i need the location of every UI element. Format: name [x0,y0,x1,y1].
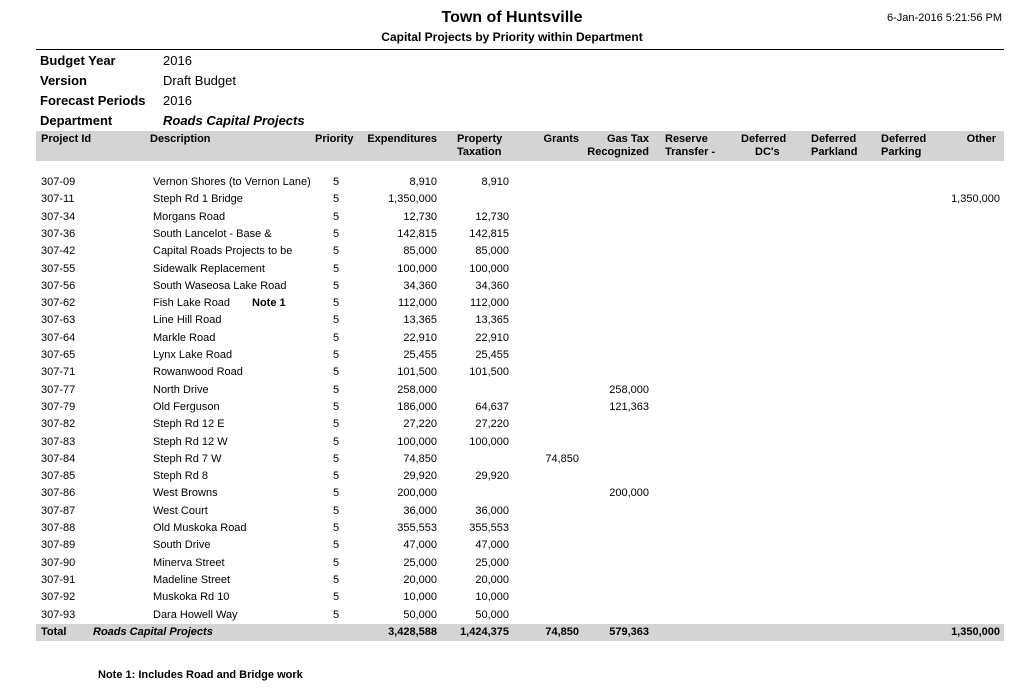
expenditures-cell: 47,000 [403,539,437,552]
project-id-cell: 307-89 [41,539,76,552]
expenditures-cell: 50,000 [403,608,437,621]
col-deferred-dcs-line1: Deferred [741,133,787,145]
description-cell: Old Muskoka Road [153,522,247,534]
description-cell: Morgans Road [153,210,226,223]
project-id-cell: 307-88 [41,522,76,534]
project-id-cell: 307-65 [41,349,76,361]
col-priority: Priority [315,133,354,145]
table-row [36,312,1004,329]
table-row [36,520,1004,537]
description-cell: Rowanwood Road [153,366,243,379]
expenditures-cell: 1,350,000 [388,193,437,206]
expenditures-cell: 13,365 [403,314,437,327]
col-gas-tax-line2: Recognized [587,146,649,158]
description-cell: Minerva Street [153,556,225,569]
table-row [36,468,1004,485]
property-taxation-cell: 25,000 [475,556,509,569]
project-id-cell: 307-11 [41,193,75,206]
total-gas-tax: 579,363 [609,626,649,638]
description-cell: Lynx Lake Road [153,349,233,361]
col-property-taxation-line2: Taxation [457,146,502,158]
project-id-cell: 307-82 [41,418,76,431]
expenditures-cell: 100,000 [397,435,437,448]
budget-year-value: 2016 [163,53,192,68]
col-deferred-dcs-line2: DC's [755,146,780,158]
project-id-cell: 307-93 [41,608,76,621]
expenditures-cell: 29,920 [403,470,437,483]
property-taxation-cell: 142,815 [469,227,509,240]
description-cell: Steph Rd 12 E [153,418,225,431]
col-deferred-parking-line1: Deferred [881,133,927,145]
priority-cell: 5 [333,608,340,621]
property-taxation-cell: 12,730 [475,210,509,223]
description-cell: South Lancelot - Base & [153,227,272,240]
priority-cell: 5 [333,366,340,379]
expenditures-cell: 74,850 [403,452,437,465]
table-row [36,278,1004,295]
col-reserve-transfer [665,133,715,159]
expenditures-cell: 25,455 [403,349,437,361]
expenditures-cell: 34,360 [403,279,437,292]
description-cell: North Drive [153,383,209,396]
project-id-cell: 307-42 [41,245,76,258]
table-row [36,382,1004,399]
table-row [36,537,1004,554]
report-title: Town of Huntsville [441,9,583,26]
project-id-cell: 307-56 [41,279,76,292]
property-taxation-cell: 8,910 [481,176,509,188]
total-other: 1,350,000 [951,626,1000,638]
property-taxation-cell: 85,000 [475,245,509,258]
table-row [36,589,1004,606]
header-divider [36,49,1004,50]
project-id-cell: 307-62 [41,297,76,310]
total-description: Roads Capital Projects [93,626,213,638]
description-cell: Steph Rd 8 [153,470,209,483]
property-taxation-cell: 13,365 [475,314,509,327]
expenditures-cell: 258,000 [397,383,437,396]
table-row [36,399,1004,416]
gas-tax-cell: 200,000 [609,487,649,500]
table-row [36,416,1004,433]
col-reserve-line1: Reserve [665,133,708,145]
version-value: Draft Budget [163,73,236,88]
table-row [36,364,1004,381]
total-label: Total [41,626,67,638]
total-row [36,624,1004,641]
property-taxation-cell: 100,000 [469,262,509,275]
total-expenditures: 3,428,588 [388,626,437,638]
project-id-cell: 307-85 [41,470,76,483]
description-cell: Sidewalk Replacement [153,262,265,275]
project-id-cell: 307-83 [41,435,76,448]
description-cell: South Drive [153,539,211,552]
property-taxation-cell: 34,360 [475,279,509,292]
project-id-cell: 307-63 [41,314,76,327]
table-row [36,572,1004,589]
priority-cell: 5 [333,297,340,310]
table-row [36,174,1004,191]
col-deferred-parkland-line2: Parkland [811,146,858,158]
description-cell: Markle Road [153,331,216,344]
col-deferred-parking [881,133,926,159]
expenditures-cell: 20,000 [403,573,437,586]
priority-cell: 5 [333,470,340,483]
priority-cell: 5 [333,435,340,448]
priority-cell: 5 [333,331,340,344]
property-taxation-cell: 112,000 [470,297,509,310]
priority-cell: 5 [333,591,340,604]
col-expenditures: Expenditures [367,133,437,145]
property-taxation-cell: 100,000 [469,435,509,448]
priority-cell: 5 [333,227,340,240]
project-id-cell: 307-36 [41,227,76,240]
description-cell: Old Ferguson [153,400,220,413]
project-id-cell: 307-91 [41,573,76,586]
property-taxation-cell: 29,920 [475,470,509,483]
description-cell: Steph Rd 1 Bridge [153,193,243,206]
priority-cell: 5 [333,176,340,188]
forecast-periods-value: 2016 [163,93,192,108]
col-deferred-parkland [811,133,857,159]
property-taxation-cell: 355,553 [469,522,509,534]
priority-cell: 5 [333,349,340,361]
project-id-cell: 307-34 [41,210,76,223]
table-row [36,503,1004,520]
expenditures-cell: 10,000 [403,591,437,604]
description-cell: Dara Howell Way [153,608,238,621]
priority-cell: 5 [333,539,340,552]
table-row [36,261,1004,278]
description-cell: Steph Rd 12 W [153,435,228,448]
report-timestamp: 6-Jan-2016 5:21:56 PM [887,12,1002,24]
priority-cell: 5 [333,193,340,206]
property-taxation-cell: 64,637 [475,400,509,413]
col-grants: Grants [543,133,579,145]
table-row [36,191,1004,208]
gas-tax-cell: 121,363 [609,400,649,413]
table-row [36,243,1004,260]
project-id-cell: 307-86 [41,487,76,500]
expenditures-cell: 36,000 [403,504,437,517]
grants-cell: 74,850 [545,452,579,465]
total-grants: 74,850 [545,626,579,638]
description-cell: Line Hill Road [153,314,222,327]
description-cell: Muskoka Rd 10 [153,591,230,604]
description-cell: Capital Roads Projects to be [153,245,293,258]
priority-cell: 5 [333,573,340,586]
project-id-cell: 307-55 [41,262,76,275]
description-cell: Madeline Street [153,573,231,586]
version-label: Version [40,73,87,88]
priority-cell: 5 [333,383,340,396]
table-row [36,347,1004,364]
expenditures-cell: 112,000 [398,297,437,310]
project-id-cell: 307-92 [41,591,76,604]
table-row [36,434,1004,451]
table-row [36,607,1004,624]
department-value: Roads Capital Projects [163,113,305,128]
property-taxation-cell: 27,220 [475,418,509,431]
description-cell: South Waseosa Lake Road [153,279,287,292]
col-description: Description [150,133,211,145]
expenditures-cell: 142,815 [397,227,437,240]
property-taxation-cell: 20,000 [475,573,509,586]
table-row [36,330,1004,347]
project-id-cell: 307-84 [41,452,76,465]
col-deferred-parking-line2: Parking [881,146,922,158]
priority-cell: 5 [333,487,340,500]
other-cell: 1,350,000 [951,193,1000,206]
col-property-taxation-line1: Property [457,133,503,145]
table-row [36,209,1004,226]
expenditures-cell: 85,000 [403,245,437,258]
budget-year-label: Budget Year [40,53,116,68]
report-subtitle: Capital Projects by Priority within Department [381,30,643,44]
priority-cell: 5 [333,245,340,258]
table-row [36,295,1004,312]
table-header [36,131,1004,161]
project-id-cell: 307-77 [41,383,76,396]
priority-cell: 5 [333,279,340,292]
project-id-cell: 307-64 [41,331,76,344]
property-taxation-cell: 47,000 [475,539,509,552]
priority-cell: 5 [333,504,340,517]
description-cell: Steph Rd 7 W [153,452,222,465]
col-deferred-parkland-line1: Deferred [811,133,857,145]
note-marker: Note 1 [252,297,286,310]
project-id-cell: 307-90 [41,556,76,569]
description-cell: West Browns [153,487,218,500]
expenditures-cell: 25,000 [403,556,437,569]
table-row [36,226,1004,243]
priority-cell: 5 [333,556,340,569]
priority-cell: 5 [333,452,340,465]
priority-cell: 5 [333,314,340,327]
priority-cell: 5 [333,262,340,275]
priority-cell: 5 [333,400,340,413]
col-deferred-dcs [741,133,786,159]
forecast-periods-label: Forecast Periods [40,93,146,108]
property-taxation-cell: 10,000 [475,591,509,604]
expenditures-cell: 27,220 [403,418,437,431]
table-row [36,555,1004,572]
expenditures-cell: 355,553 [397,522,437,534]
priority-cell: 5 [333,418,340,431]
property-taxation-cell: 25,455 [475,349,509,361]
property-taxation-cell: 50,000 [475,608,509,621]
expenditures-cell: 100,000 [397,262,437,275]
col-gas-tax [587,133,649,159]
property-taxation-cell: 22,910 [475,331,509,344]
expenditures-cell: 12,730 [403,210,437,223]
description-cell: Fish Lake Road [153,297,231,310]
expenditures-cell: 186,000 [397,400,437,413]
expenditures-cell: 101,500 [397,366,437,379]
description-cell: Vernon Shores (to Vernon Lane) [153,176,311,188]
table-row [36,451,1004,468]
property-taxation-cell: 101,500 [469,366,509,379]
table-row [36,485,1004,502]
col-project-id: Project Id [41,133,92,145]
priority-cell: 5 [333,522,340,534]
expenditures-cell: 22,910 [403,331,437,344]
property-taxation-cell: 36,000 [475,504,509,517]
department-label: Department [40,113,113,128]
expenditures-cell: 200,000 [397,487,437,500]
footnote: Note 1: Includes Road and Bridge work [98,669,303,681]
expenditures-cell: 8,910 [409,176,437,188]
col-other: Other [966,133,996,145]
col-property-taxation [457,133,502,159]
project-id-cell: 307-87 [41,504,76,517]
project-id-cell: 307-71 [41,366,76,379]
total-property-taxation: 1,424,375 [460,626,509,638]
project-id-cell: 307-79 [41,400,76,413]
project-id-cell: 307-09 [41,176,76,188]
col-gas-tax-line1: Gas Tax [607,133,649,145]
priority-cell: 5 [333,210,340,223]
description-cell: West Court [153,504,208,517]
col-reserve-line2: Transfer - [665,146,716,158]
gas-tax-cell: 258,000 [609,383,649,396]
